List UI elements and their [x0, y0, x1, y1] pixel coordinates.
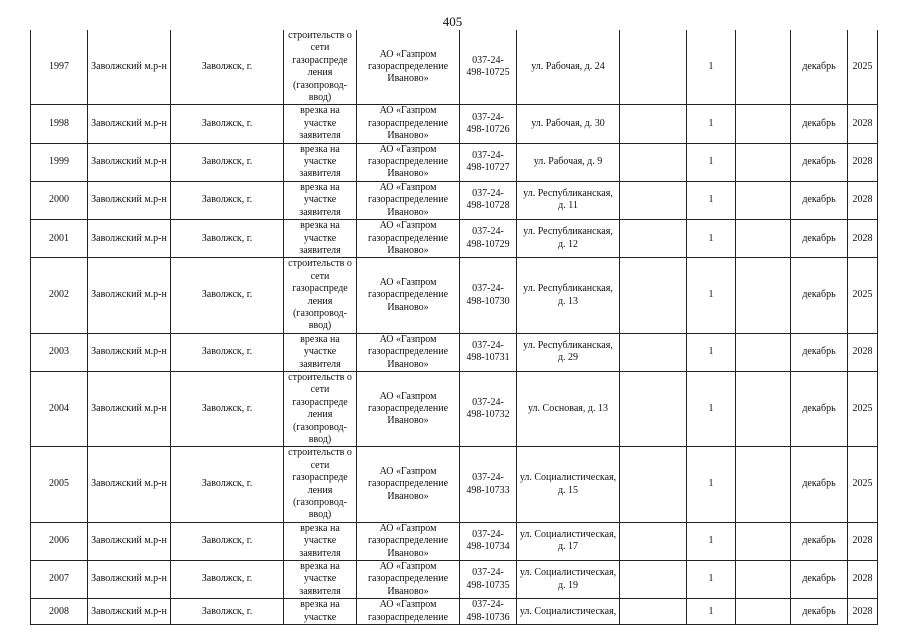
year-cell: 2025: [848, 258, 878, 333]
row-number: 2007: [31, 561, 88, 599]
address-cell: ул. Социалистическая, д. 19: [517, 561, 620, 599]
empty-cell: [620, 143, 687, 181]
district-cell: Заволжский м.р-н: [88, 371, 171, 446]
object-code-cell: 037-24- 498-10735: [460, 561, 517, 599]
year-cell: 2028: [848, 599, 878, 625]
empty-cell: [736, 561, 791, 599]
district-cell: Заволжский м.р-н: [88, 143, 171, 181]
locality-cell: Заволжск, г.: [171, 181, 284, 219]
locality-cell: Заволжск, г.: [171, 599, 284, 625]
empty-cell: [620, 333, 687, 371]
month-cell: декабрь: [791, 599, 848, 625]
district-cell: Заволжский м.р-н: [88, 220, 171, 258]
object-code-cell: 037-24- 498-10733: [460, 447, 517, 522]
year-cell: 2028: [848, 105, 878, 143]
locality-cell: Заволжск, г.: [171, 143, 284, 181]
locality-cell: Заволжск, г.: [171, 561, 284, 599]
object-code-cell: 037-24- 498-10727: [460, 143, 517, 181]
month-cell: декабрь: [791, 181, 848, 219]
empty-cell: [736, 599, 791, 625]
organization-cell: АО «Газпром газораспределение Иваново»: [357, 258, 460, 333]
object-code-cell: 037-24- 498-10732: [460, 371, 517, 446]
count-cell: 1: [687, 220, 736, 258]
month-cell: декабрь: [791, 333, 848, 371]
table-row: [31, 220, 878, 258]
table-row: [31, 143, 878, 181]
row-number: 2004: [31, 371, 88, 446]
month-cell: декабрь: [791, 522, 848, 560]
organization-cell: АО «Газпром газораспределение Иваново»: [357, 143, 460, 181]
empty-cell: [620, 220, 687, 258]
month-cell: декабрь: [791, 30, 848, 105]
empty-cell: [736, 143, 791, 181]
table-row: [31, 105, 878, 143]
organization-cell: АО «Газпром газораспределение Иваново»: [357, 181, 460, 219]
object-code-cell: 037-24- 498-10731: [460, 333, 517, 371]
year-cell: 2025: [848, 371, 878, 446]
address-cell: ул. Социалистическая, д. 15: [517, 447, 620, 522]
district-cell: Заволжский м.р-н: [88, 258, 171, 333]
address-cell: ул. Социалистическая,: [517, 599, 620, 625]
organization-cell: АО «Газпром газораспределение Иваново»: [357, 561, 460, 599]
work-type-cell: врезка на участке заявителя: [284, 333, 357, 371]
year-cell: 2025: [848, 30, 878, 105]
year-cell: 2028: [848, 220, 878, 258]
object-code-cell: 037-24- 498-10730: [460, 258, 517, 333]
table-row: [31, 30, 878, 105]
work-type-cell: врезка на участке: [284, 599, 357, 625]
address-cell: ул. Рабочая, д. 24: [517, 30, 620, 105]
locality-cell: Заволжск, г.: [171, 220, 284, 258]
organization-cell: АО «Газпром газораспределение Иваново»: [357, 371, 460, 446]
district-cell: Заволжский м.р-н: [88, 181, 171, 219]
organization-cell: АО «Газпром газораспределение: [357, 599, 460, 625]
object-code-cell: 037-24- 498-10728: [460, 181, 517, 219]
work-type-cell: строительств о сети газораспреде ления (газопровод- ввод): [284, 371, 357, 446]
empty-cell: [736, 447, 791, 522]
locality-cell: Заволжск, г.: [171, 447, 284, 522]
work-type-cell: строительств о сети газораспреде ления (газопровод- ввод): [284, 447, 357, 522]
address-cell: ул. Республиканская, д. 13: [517, 258, 620, 333]
count-cell: 1: [687, 30, 736, 105]
work-type-cell: врезка на участке заявителя: [284, 105, 357, 143]
address-cell: ул. Рабочая, д. 30: [517, 105, 620, 143]
district-cell: Заволжский м.р-н: [88, 333, 171, 371]
object-code-cell: 037-24- 498-10736: [460, 599, 517, 625]
row-number: 2002: [31, 258, 88, 333]
object-code-cell: 037-24- 498-10734: [460, 522, 517, 560]
address-cell: ул. Сосновая, д. 13: [517, 371, 620, 446]
object-code-cell: 037-24- 498-10725: [460, 30, 517, 105]
table-row: [31, 447, 878, 522]
organization-cell: АО «Газпром газораспределение Иваново»: [357, 522, 460, 560]
locality-cell: Заволжск, г.: [171, 258, 284, 333]
year-cell: 2028: [848, 522, 878, 560]
work-type-cell: врезка на участке заявителя: [284, 561, 357, 599]
organization-cell: АО «Газпром газораспределение Иваново»: [357, 333, 460, 371]
month-cell: декабрь: [791, 143, 848, 181]
district-cell: Заволжский м.р-н: [88, 561, 171, 599]
row-number: 2005: [31, 447, 88, 522]
count-cell: 1: [687, 599, 736, 625]
row-number: 1997: [31, 30, 88, 105]
empty-cell: [736, 333, 791, 371]
district-cell: Заволжский м.р-н: [88, 599, 171, 625]
count-cell: 1: [687, 447, 736, 522]
row-number: 1998: [31, 105, 88, 143]
row-number: 2001: [31, 220, 88, 258]
month-cell: декабрь: [791, 220, 848, 258]
empty-cell: [736, 522, 791, 560]
month-cell: декабрь: [791, 447, 848, 522]
empty-cell: [736, 371, 791, 446]
year-cell: 2028: [848, 143, 878, 181]
locality-cell: Заволжск, г.: [171, 333, 284, 371]
address-cell: ул. Социалистическая, д. 17: [517, 522, 620, 560]
address-cell: ул. Рабочая, д. 9: [517, 143, 620, 181]
count-cell: 1: [687, 522, 736, 560]
table-row: [31, 258, 878, 333]
count-cell: 1: [687, 181, 736, 219]
year-cell: 2028: [848, 333, 878, 371]
address-cell: ул. Республиканская, д. 11: [517, 181, 620, 219]
empty-cell: [620, 30, 687, 105]
table-row: [31, 599, 878, 625]
empty-cell: [620, 522, 687, 560]
empty-cell: [736, 30, 791, 105]
organization-cell: АО «Газпром газораспределение Иваново»: [357, 30, 460, 105]
empty-cell: [620, 258, 687, 333]
object-code-cell: 037-24- 498-10726: [460, 105, 517, 143]
organization-cell: АО «Газпром газораспределение Иваново»: [357, 105, 460, 143]
month-cell: декабрь: [791, 371, 848, 446]
object-code-cell: 037-24- 498-10729: [460, 220, 517, 258]
organization-cell: АО «Газпром газораспределение Иваново»: [357, 447, 460, 522]
month-cell: декабрь: [791, 561, 848, 599]
table-row: [31, 522, 878, 560]
row-number: 2000: [31, 181, 88, 219]
organization-cell: АО «Газпром газораспределение Иваново»: [357, 220, 460, 258]
count-cell: 1: [687, 143, 736, 181]
count-cell: 1: [687, 258, 736, 333]
row-number: 2006: [31, 522, 88, 560]
empty-cell: [620, 181, 687, 219]
empty-cell: [620, 371, 687, 446]
district-cell: Заволжский м.р-н: [88, 30, 171, 105]
locality-cell: Заволжск, г.: [171, 371, 284, 446]
locality-cell: Заволжск, г.: [171, 30, 284, 105]
data-table: [30, 30, 878, 625]
address-cell: ул. Республиканская, д. 29: [517, 333, 620, 371]
table-row: [31, 561, 878, 599]
district-cell: Заволжский м.р-н: [88, 447, 171, 522]
work-type-cell: врезка на участке заявителя: [284, 181, 357, 219]
year-cell: 2028: [848, 561, 878, 599]
year-cell: 2025: [848, 447, 878, 522]
table-row: [31, 333, 878, 371]
empty-cell: [620, 561, 687, 599]
month-cell: декабрь: [791, 105, 848, 143]
empty-cell: [620, 599, 687, 625]
locality-cell: Заволжск, г.: [171, 522, 284, 560]
work-type-cell: строительств о сети газораспреде ления (газопровод- ввод): [284, 258, 357, 333]
district-cell: Заволжский м.р-н: [88, 105, 171, 143]
empty-cell: [736, 258, 791, 333]
work-type-cell: врезка на участке заявителя: [284, 220, 357, 258]
row-number: 2008: [31, 599, 88, 625]
month-cell: декабрь: [791, 258, 848, 333]
empty-cell: [620, 447, 687, 522]
table-row: [31, 181, 878, 219]
work-type-cell: строительств о сети газораспреде ления (газопровод- ввод): [284, 30, 357, 105]
empty-cell: [620, 105, 687, 143]
locality-cell: Заволжск, г.: [171, 105, 284, 143]
count-cell: 1: [687, 333, 736, 371]
count-cell: 1: [687, 371, 736, 446]
row-number: 2003: [31, 333, 88, 371]
district-cell: Заволжский м.р-н: [88, 522, 171, 560]
address-cell: ул. Республиканская, д. 12: [517, 220, 620, 258]
table-row: [31, 371, 878, 446]
empty-cell: [736, 220, 791, 258]
count-cell: 1: [687, 105, 736, 143]
work-type-cell: врезка на участке заявителя: [284, 143, 357, 181]
work-type-cell: врезка на участке заявителя: [284, 522, 357, 560]
count-cell: 1: [687, 561, 736, 599]
page-number: 405: [442, 14, 463, 29]
empty-cell: [736, 105, 791, 143]
row-number: 1999: [31, 143, 88, 181]
year-cell: 2028: [848, 181, 878, 219]
empty-cell: [736, 181, 791, 219]
